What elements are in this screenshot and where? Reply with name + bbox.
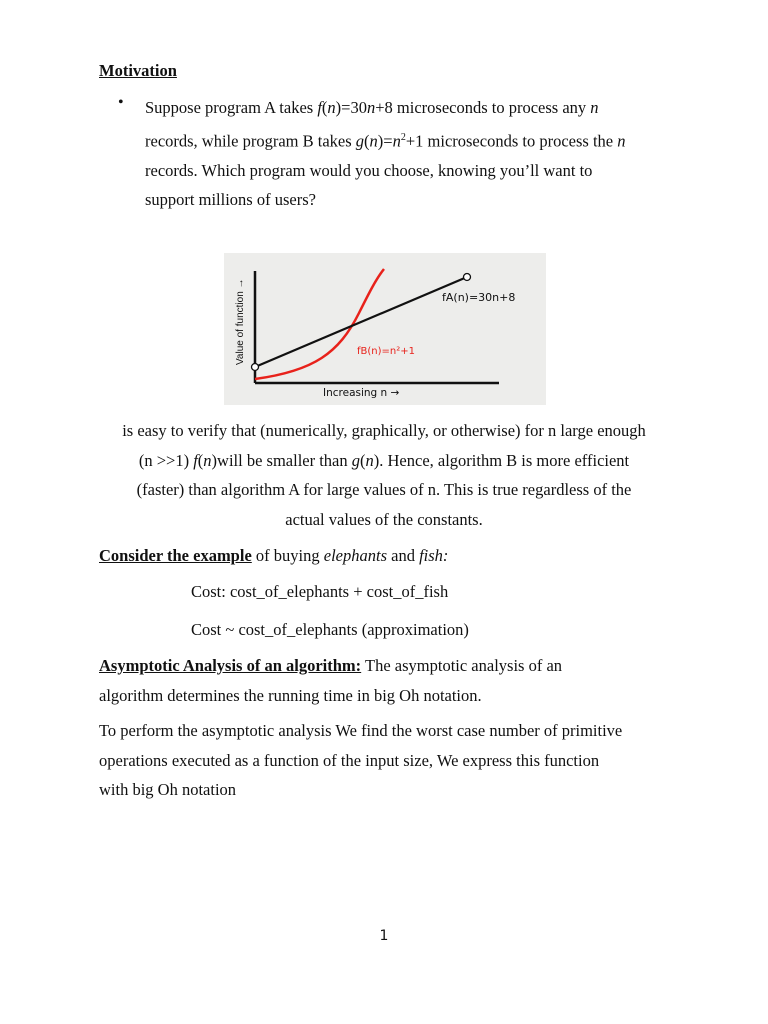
bullet-line-3: records. Which program would you choose, knowing you’ll want to: [145, 160, 593, 180]
x-axis-label: Increasing n →: [323, 387, 400, 399]
efficiency-line-2: (n >>1) f(n)will be smaller than g(n). Hence, algorithm B is more efficient: [138, 450, 630, 470]
example-line: Consider the example of buying elephants and fish:: [99, 546, 449, 565]
series-fb-label: fB(n)=n²+1: [357, 346, 415, 357]
example-heading: Consider the example: [99, 546, 252, 565]
growth-chart-figure: [224, 253, 546, 405]
efficiency-line-3: (faster) than algorithm A for large values of n. This is true regardless of the: [136, 480, 632, 499]
efficiency-paragraph: [80, 416, 688, 534]
bullet-line-4: support millions of users?: [145, 190, 316, 209]
cost-formula-1: Cost: cost_of_elephants + cost_of_fish: [191, 582, 449, 601]
series-fa-label: fA(n)=30n+8: [442, 291, 516, 304]
series-fa-start-point: [252, 364, 259, 371]
series-fa-end-point: [464, 274, 471, 281]
bullet-line-1: Suppose program A takes f(n)=30n+8 microseconds to process any n: [145, 98, 599, 117]
bullet-line-2: records, while program B takes $g(n)=n^2+1$ microseconds to process the n: [145, 131, 626, 150]
motivation-heading: Motivation: [99, 61, 177, 80]
perform-line-2: operations executed as a function of the input size, We express this function: [99, 750, 600, 770]
perform-line-1: To perform the asymptotic analysis We find the worst case number of primitive: [99, 721, 623, 740]
page-number: 1: [379, 928, 389, 944]
efficiency-line-4: actual values of the constants.: [285, 509, 483, 529]
efficiency-line-1: is easy to verify that (numerically, graphically, or otherwise) for n large enough: [122, 421, 646, 440]
perform-line-3: with big Oh notation: [99, 780, 237, 799]
growth-chart: [224, 253, 546, 405]
perform-paragraph: [99, 716, 709, 805]
asymptotic-heading: Asymptotic Analysis of an algorithm:: [99, 656, 362, 675]
asymptotic-line-2: algorithm determines the running time in big Oh notation.: [99, 685, 482, 705]
bullet-symbol: •: [118, 94, 124, 111]
cost-formula-2: Cost ~ cost_of_elephants (approximation): [191, 620, 469, 639]
series-fb-line: [255, 269, 384, 379]
asymptotic-line-1: Asymptotic Analysis of an algorithm: The asymptotic analysis of an: [99, 656, 563, 675]
bullet-paragraph: [145, 93, 685, 215]
y-axis-label: Value of function →: [235, 278, 246, 365]
asymptotic-paragraph: [99, 651, 699, 710]
